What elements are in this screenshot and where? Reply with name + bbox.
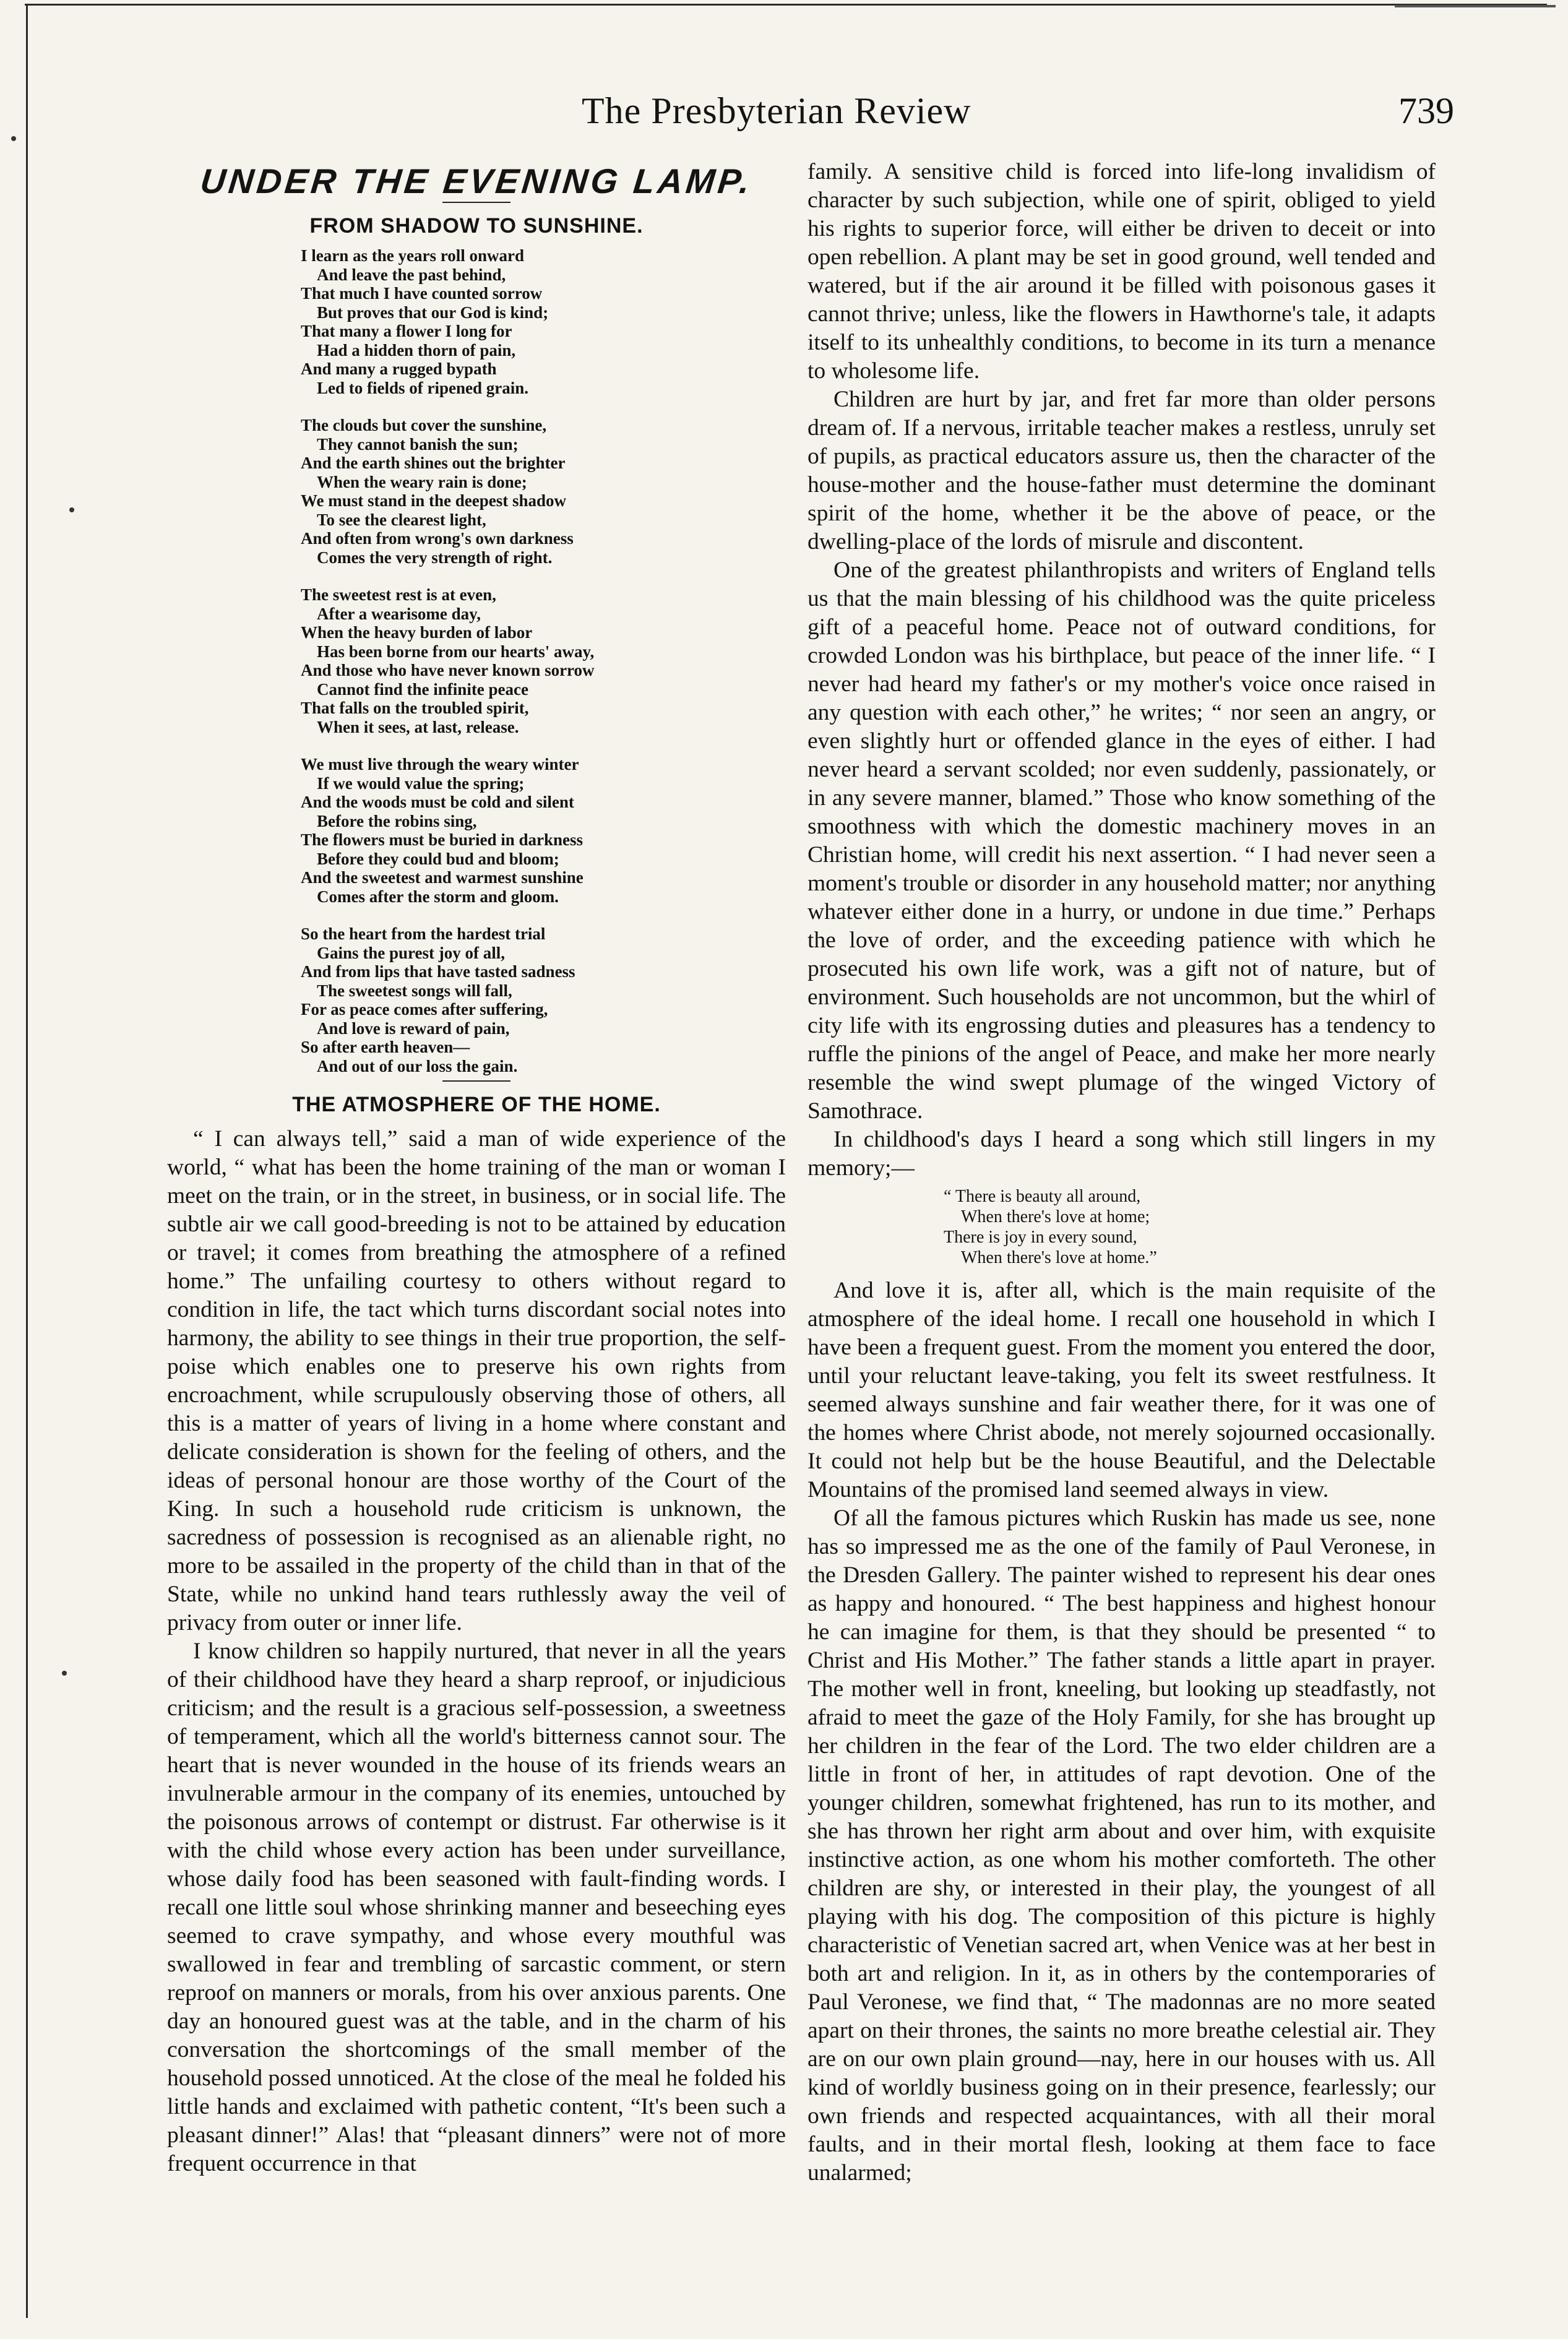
poem-line: And love is reward of pain,: [317, 1019, 510, 1038]
quoted-song: [944, 1186, 1436, 1268]
title-divider: [442, 202, 510, 203]
right-column: [808, 158, 1436, 2187]
left-article-text: [167, 1125, 786, 2178]
song-line: There is joy in every sound,: [944, 1228, 1137, 1247]
poem-line: And often from wrong's own darkness: [301, 529, 574, 548]
poem-line: After a wearisome day,: [317, 604, 481, 623]
left-column: [167, 158, 786, 2178]
poem-stanza: [301, 246, 786, 397]
song-line: When there's love at home.”: [961, 1248, 1157, 1267]
scan-speck: [62, 1671, 67, 1676]
poem-line: And out of our loss the gain.: [317, 1056, 518, 1075]
poem-line: That many a flower I long for: [301, 322, 512, 340]
article-paragraph: Of all the famous pictures which Ruskin has made us see, none has so impressed me as the one of the family of Paul Veronese, in the Dresden Gallery. The painter wished to represent his dear ones as happy and honoured. “ The best happiness and highest honour he can imagine for them, is that they should be presented “ to Christ and His Mother.” The father stands a little apart in prayer. The mother well in front, kneeling, but looking up steadfastly, not afraid to meet the gaze of the Holy Family, for she has brought up her children in the fear of the Lord. The two elder children are a little in front of her, in attitudes of rapt devotion. One of the younger children, somewhat frightened, has run to its mother, and she has thrown her right arm about and over him, with exquisite instinctive action, as one whom his mother comforteth. The other children are shy, or interested in their play, the youngest of all playing with his dog. The composition of this picture is highly characteristic of Venetian sacred art, when Venice was at her best in both art and religion. In it, as in others by the contemporaries of Paul Veronese, we find that, “ The madonnas are no more seated apart on their thrones, the saints no more breathe celestial air. They are on our own plain ground—nay, here in our houses with us. All kind of worldly business going on in their presence, fearlessly; our own friends and respected acquaintances, with all their moral faults, and in their mortal flesh, looking at them face to face unalarmed;: [808, 1505, 1436, 2186]
poem-line: I learn as the years roll onward: [301, 246, 524, 265]
poem-line: We must stand in the deepest shadow: [301, 491, 567, 510]
poem-line: And from lips that have tasted sadness: [301, 962, 575, 981]
right-article-text-a: [808, 158, 1436, 1182]
poem-line: When the heavy burden of labor: [301, 623, 533, 642]
poem-line: We must live through the weary winter: [301, 755, 579, 773]
poem-line: And the sweetest and warmest sunshine: [301, 868, 584, 887]
poem-stanza: [301, 416, 786, 567]
poem-line: Led to fields of ripened grain.: [317, 378, 528, 397]
left-border-rule: [26, 4, 28, 2318]
poem-line: Had a hidden thorn of pain,: [317, 340, 516, 360]
poem-title: FROM SHADOW TO SUNSHINE.: [309, 214, 644, 238]
running-title: The Presbyterian Review: [582, 90, 971, 131]
poem-line: And many a rugged bypath: [301, 360, 497, 378]
top-right-scan-mark: [1395, 5, 1556, 7]
poem-line: When the weary rain is done;: [317, 472, 527, 491]
article-paragraph: “ I can always tell,” said a man of wide experience of the world, “ what has been the home training of the man or woman I meet on the train, or in the street, in business, or in social life. The subtle air we call good-breeding is not to be attained by education or travel; it comes from breathing the atmosphere of a refined home.” The unfailing courtesy to others without regard to condition in life, the tact which turns discordant social notes into harmony, the ability to see things in their true proportion, the self-poise which enables one to preserve his own rights from encroachment, while scrupulously observing those of others, all this is a matter of years of living in a home where constant and delicate consideration is shown for the feeling of others, and the ideas of personal honour are those worthy of the Court of the King. In such a household rude criticism is unknown, the sacredness of possession is recognised as an alienable right, no more to be assailed in the property of the child than in that of the State, while no unkind hand tears ruthlessly away the veil of privacy from outer or inner life.: [167, 1126, 786, 1635]
song-line: “ There is beauty all around,: [944, 1187, 1141, 1206]
scan-speck: [11, 136, 16, 141]
poem-line: The sweetest songs will fall,: [317, 981, 512, 1000]
poem-line: So the heart from the hardest trial: [301, 924, 546, 943]
poem-line: Cannot find the infinite peace: [317, 679, 529, 699]
page-header: [99, 90, 1460, 139]
poem-line: The flowers must be buried in darkness: [301, 830, 584, 849]
poem-line: That much I have counted sorrow: [301, 284, 543, 303]
poem-line: Comes the very strength of right.: [317, 548, 553, 567]
poem-line: For as peace comes after suffering,: [301, 1000, 548, 1019]
article-paragraph: I know children so happily nurtured, that never in all the years of their childhood have they heard a sharp reproof, or injudicious criticism; and the result is a gracious self-possession, a sweetness of temperament, which all the world's bitterness cannot sour. The heart that is never wounded in the house of its friends wears an invulnerable armour in the company of its enemies, untouched by the poisonous arrows of contempt or distrust. Far otherwise is it with the child whose every action has been under surveillance, whose daily food has been seasoned with fault-finding words. I recall one little soul whose shrinking manner and beseeching eyes seemed to crave sympathy, and whose every mouthful was swallowed in fear and trembling of sarcastic comment, or stern reproof on manners or morals, from his over anxious parents. One day an honoured guest was at the table, and in the charm of his conversation the shortcomings of the small member of the household possed unnoticed. At the close of the meal he folded his little hands and exclaimed with pathetic content, “It's been such a pleasant dinner!” Alas! that “pleasant dinners” were not of more frequent occurrence in that: [167, 1639, 786, 2176]
article-paragraph: One of the greatest philanthropists and writers of England tells us that the main blessing of his childhood was the quite priceless gift of a peaceful home. Peace not of outward conditions, for crowded London was his birthplace, but peace of the inner life. “ I never had heard my father's or my mother's voice once raised in any question with each other,” he writes; “ nor seen an angry, or even slightly hurt or offended glance in the eyes of either. I had never heard a servant scolded; nor even suddenly, passionately, or in any severe manner, blamed.” Those who know something of the smoothness with which the domestic machinery moves in an Christian home, will credit his next assertion. “ I had never seen a moment's trouble or disorder in any household matter; nor anything whatever either done in a hurry, or undone in due time.” Perhaps the love of order, and the exceeding patience with which he prosecuted his own life work, was a gift not of nature, but of environment. Such households are not uncommon, but the whirl of city life with its engrossing duties and pleasures has a tendency to ruffle the pinions of the angel of Peace, and make her more nearly resemble the wind swept plumage of the winged Victory of Samothrace.: [808, 558, 1436, 1124]
poem-line: Has been borne from our hearts' away,: [317, 642, 595, 661]
poem-line: And leave the past behind,: [317, 265, 506, 284]
poem-divider: [442, 1080, 510, 1082]
poem-line: But proves that our God is kind;: [317, 303, 549, 322]
poem-line: Comes after the storm and gloom.: [317, 887, 559, 906]
article-paragraph: And love it is, after all, which is the main requisite of the atmosphere of the ideal home. I recall one household in which I have been a frequent guest. From the moment you entered the door, until your reluctant leave-taking, you felt its sweet restfulness. It seemed always sunshine and fair weather there, for it was one of the homes where Christ abode, not merely sojourned occasionally. It could not help but be the house Beautiful, and the Delectable Mountains of the promised land seemed always in view.: [808, 1278, 1436, 1502]
poem-line: They cannot banish the sun;: [317, 434, 519, 454]
song-line: When there's love at home;: [961, 1207, 1150, 1226]
poem-stanza: [301, 585, 786, 736]
poem-line: The clouds but cover the sunshine,: [301, 416, 547, 434]
poem-line: That falls on the troubled spirit,: [301, 699, 529, 717]
poem-line: Gains the purest joy of all,: [317, 943, 506, 962]
section-title: UNDER THE EVENING LAMP.: [198, 162, 755, 200]
poem-stanza: [301, 755, 786, 906]
poem-line: Before they could bud and bloom;: [317, 849, 559, 868]
top-border-rule: [25, 4, 1547, 6]
poem-stanza: [301, 924, 786, 1075]
scan-speck: [69, 507, 74, 512]
article-paragraph: family. A sensitive child is forced into life-long invalidism of character by such subjection, while one of spirit, obliged to yield his rights to superior force, will either be driven to deceit or into open rebellion. A plant may be set in good ground, well tended and watered, but if the air around it be filled with poisonous gases it cannot thrive; unless, like the flowers in Hawthorne's tale, it adapts itself to its unhealthly conditions, to become in its turn a menance to wholesome life.: [808, 159, 1436, 384]
article-paragraph: Children are hurt by jar, and fret far more than older persons dream of. If a nervous, irritable teacher makes a restless, unruly set of pupils, as practical educators assure us, then the character of the house-mother and the house-father must determine the dominant spirit of the home, whether it be the above of peace, or the dwelling-place of the lords of misrule and discontent.: [808, 387, 1436, 554]
poem-line: Before the robins sing,: [317, 811, 477, 830]
poem-line: And those who have never known sorrow: [301, 661, 595, 679]
poem-line: When it sees, at last, release.: [317, 717, 519, 736]
poem-line: To see the clearest light,: [317, 510, 486, 529]
article-paragraph: In childhood's days I heard a song which still lingers in my memory;—: [808, 1127, 1436, 1181]
poem-line: The sweetest rest is at even,: [301, 585, 496, 604]
right-article-text-b: [808, 1277, 1436, 2187]
poem-line: So after earth heaven—: [301, 1038, 470, 1056]
poem-line: And the woods must be cold and silent: [301, 793, 574, 811]
poem-line: If we would value the spring;: [317, 773, 525, 793]
page-number: 739: [1398, 90, 1454, 131]
article-title: THE ATMOSPHERE OF THE HOME.: [292, 1093, 661, 1116]
poem: [301, 246, 786, 1075]
poem-line: And the earth shines out the brighter: [301, 454, 566, 472]
